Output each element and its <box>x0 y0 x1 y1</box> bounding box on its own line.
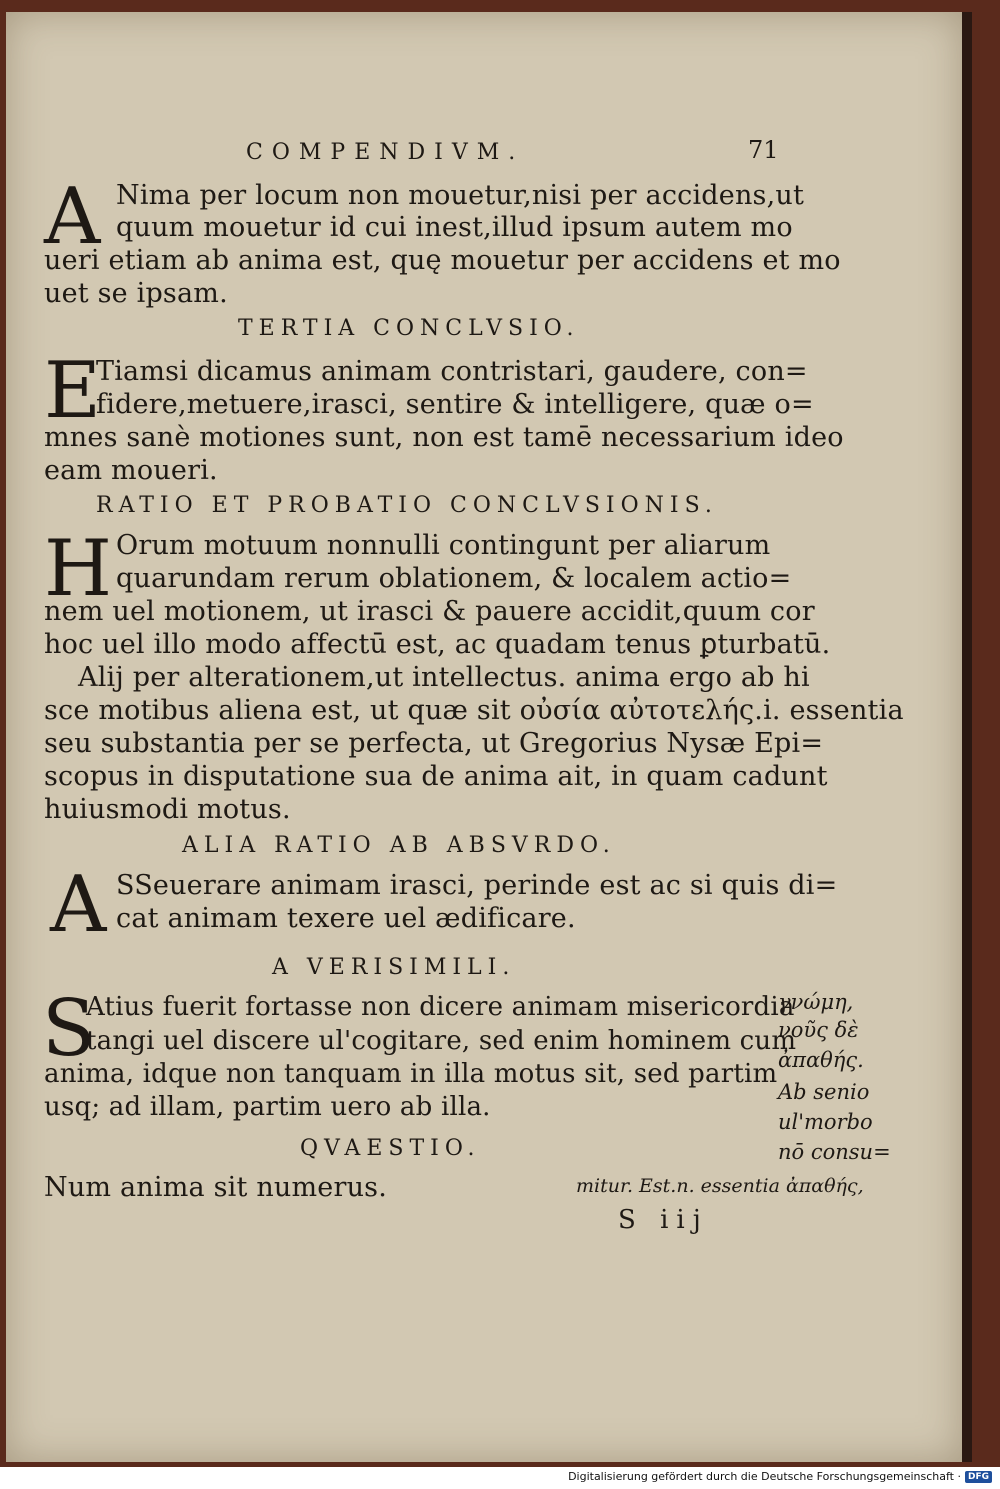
page-edge <box>962 12 972 1462</box>
text-line: Nima per locum non mouetur,nisi per accidens,ut <box>116 180 805 211</box>
section-heading: RATIO ET PROBATIO CONCLVSIONIS. <box>96 493 718 518</box>
marginal-note: Ab senio <box>778 1080 870 1104</box>
text-line: nem uel motionem, ut irasci & pauere accidit,quum cor <box>44 596 815 627</box>
footer-credit <box>568 1470 992 1483</box>
section-heading: TERTIA CONCLVSIO. <box>238 316 580 341</box>
drop-initial: E <box>44 346 101 436</box>
text-line: Atius fuerit fortasse non dicere animam misericordia <box>86 992 795 1022</box>
text-line: ueri etiam ab anima est, quę mouetur per accidens et mo <box>44 245 841 276</box>
text-line: anima, idque non tanquam in illa motus sit, sed partim <box>44 1059 778 1089</box>
text-line: hoc uel illo modo affectū est, ac quadam tenus ꝑturbatū. <box>44 629 831 660</box>
text-line: seu substantia per se perfecta, ut Gregorius Nysæ Epi= <box>44 728 824 759</box>
text-line: mnes sanè motiones sunt, non est tamē necessarium ideo <box>44 422 844 453</box>
drop-initial: A <box>50 860 107 950</box>
text-line: usq; ad illam, partim uero ab illa. <box>44 1092 491 1122</box>
marginal-note: nō consu= <box>778 1140 891 1164</box>
marginal-note: ἀπαθής. <box>778 1048 864 1072</box>
section-heading: A VERISIMILI. <box>272 955 516 980</box>
text-line: eam moueri. <box>44 455 218 486</box>
marginal-note: ul'morbo <box>778 1110 873 1134</box>
text-line: Orum motuum nonnulli contingunt per aliarum <box>116 530 771 561</box>
section-heading: QVAESTIO. <box>300 1136 481 1161</box>
marginal-note: γνώμη, <box>778 990 854 1014</box>
marginal-note: νοῦς δὲ <box>778 1018 859 1042</box>
running-title: COMPENDIVM. <box>246 140 525 165</box>
text-line: quum mouetur id cui inest,illud ipsum autem mo <box>116 212 793 243</box>
dfg-logo: DFG <box>965 1471 992 1483</box>
text-line: huiusmodi motus. <box>44 794 291 825</box>
text-line: tangi uel discere ul'cogitare, sed enim hominem cum <box>86 1026 797 1056</box>
drop-initial: H <box>44 524 113 614</box>
text-line: SSeuerare animam irasci, perinde est ac si quis di= <box>116 870 838 901</box>
marginal-note: mitur. Est.n. essentia ἀπαθής, <box>576 1175 864 1197</box>
text-line: sce motibus aliena est, ut quæ sit οὐσία αὐτοτελής.i. essentia <box>44 695 904 726</box>
signature-mark: S iij <box>618 1205 709 1235</box>
page-number: 71 <box>748 136 779 164</box>
text-line: uet se ipsam. <box>44 278 228 309</box>
text-line: Tiamsi dicamus animam contristari, gaudere, con= <box>96 356 808 387</box>
text-line: fidere,metuere,irasci, sentire & intelligere, quæ o= <box>96 389 814 420</box>
drop-initial: S <box>42 984 96 1074</box>
text-line: cat animam texere uel ædificare. <box>116 903 576 934</box>
text-line: Alij per alterationem,ut intellectus. anima ergo ab hi <box>78 662 810 693</box>
text-line: scopus in disputatione sua de anima ait, in quam cadunt <box>44 761 828 792</box>
question-line: Num anima sit numerus. <box>44 1172 388 1203</box>
text-line: quarundam rerum oblationem, & localem actio= <box>116 563 792 594</box>
drop-initial: A <box>44 172 101 262</box>
section-heading: ALIA RATIO AB ABSVRDO. <box>182 833 616 858</box>
footer-text: Digitalisierung gefördert durch die Deutsche Forschungsgemeinschaft · <box>568 1470 961 1483</box>
